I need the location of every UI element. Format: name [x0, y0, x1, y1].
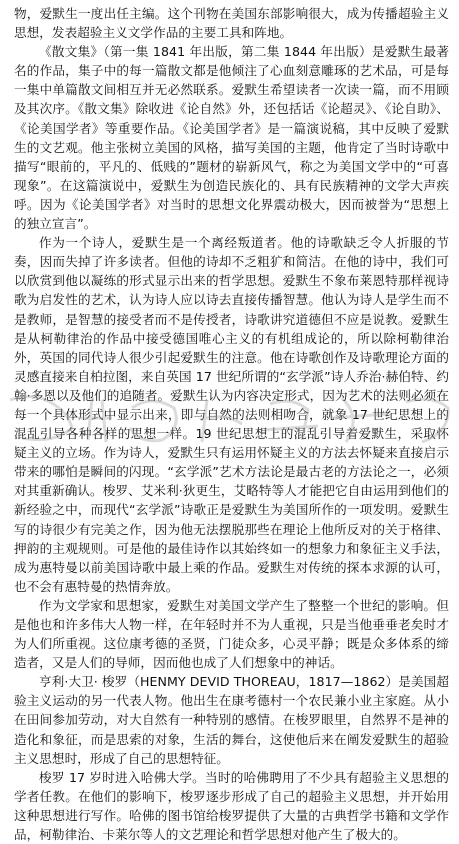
paragraph-journal: 物，爱默生一度出任主编。这个刊物在美国东部影响很大，成为传播超验主义思想，发表超验主义文学作品的主要工具和阵地。 — [14, 6, 449, 41]
paragraph-poet: 作为一个诗人，爱默生是一个离经叛道者。他的诗歌缺乏令人折服的节奏，因而失掉了许多读者。但他的诗却不乏粗犷和简洁。在他的诗中，我们可以欣赏到他以凝练的形式显示出来的哲学思想。爱默生不象布莱恩特那样视诗歌为启发性的艺术，认为诗人应以诗去直接传播智慧。他认为诗人是学生而不是教师，是智慧的接受者而不是传授者，诗歌讲究道德但不应是说教。爱默生是从柯勒律治的作品中接受德国唯心主义的有机组成论的，所以除柯勒律治外，英国的同代诗人很少引起爱默生的注意。他在诗歌创作及诗歌理论方面的灵感直接来自柏拉图，来自英国 17 世纪所谓的“玄学派”诗人乔治·赫伯特、约翰·多恩以及他们的追随者。爱默生认为内容决定形式，因为艺术的法则必须在每一个具体形式中显示出来，即与自然的法则相吻合，就象 17 世纪思想上的混乱引导各种各样的思想一样。19 世纪思想上的混乱引导着爱默生，采取怀疑主义的立场。作为诗人，爱默生只有运用怀疑主义的方法去怀疑来直接启示带来的哪怕是瞬间的闪现。“玄学派”艺术方法论是最古老的方法论之一，必须对其重新确认。梭罗、艾米利·狄更生，艾略特等人才能把它自由运用到他们的新经验之中，而现代“玄学派”诗歌正是爱默生为美国所作的一项发明。爱默生写的诗很少有完美之作，因为他无法摆脱那些在理论上他所反对的关于格律、押韵的主观规则。可是他的最佳诗作以其始终如一的想象力和象征主义手法，成为惠特曼以前美国诗歌中最上乘的作品。爱默生对传统的探本求源的认可，也不会有惠特曼的热情奔放。 — [14, 235, 449, 594]
paragraph-essays: 《散文集》（第一集 1841 年出版，第二集 1844 年出版）是爱默生最著名的作品，集子中的每一篇散文都是他倾注了心血刻意雕琢的艺术品，可是每一集中单篇散文间相互并无必然联系。爱默生希望读者一次读一篇，而不用顾及其次序。《散文集》除收进《论自然》外，还包括话《论超灵》、《论自助》、《论美国学者》等重要作品。《论美国学者》是一篇演说稿，其中反映了爱默生的文艺观。他主张树立美国的风格，描写美国的主题，他肯定了当时诗歌中描写“眼前的，平凡的、低贱的”题材的崭新风气，称之为美国文学中的“可喜现象”。在这篇演说中，爱默生为创造民族化的、具有民族精神的文学大声疾呼。因为《论美国学者》对当时的思想文化界震动极大，因而被誉为“思想上的独立宣言”。 — [14, 44, 449, 232]
paragraph-harvard: 梭罗 17 岁时进入哈佛大学。当时的哈佛聘用了不少具有超验主义思想的学者任教。在他们的影响下，梭罗逐步形成了自己的超验主义思想，并开始用这种思想进行写作。哈佛的图书馆给梭罗提供了大量的古典哲学书籍和文学作品，柯勒律治、卡莱尔等人的文艺理论和哲学思想对他产生了极大的。 — [14, 769, 449, 843]
paragraph-influence: 作为文学家和思想家，爱默生对美国文学产生了整整一个世纪的影响。但是他也和许多伟大人物一样，在年轻时并不为人重视，只是当他垂垂老矣时才为人们所重视。这位康考德的圣贤，门徒众多，心灵平静；既是众多体系的缔造者，又是人们的导师，因而他也成了人们想象中的神话。 — [14, 597, 449, 671]
paragraph-thoreau: 亨利·大卫· 梭罗（HENMY DEVID THOREAU，1817—1862）是美国超验主义运动的另一代表人物。他出生在康考德村一个农民兼小业主家庭。从小在田间参加劳动，对大自然有一种特别的感情。在梭罗眼里，自然界不是神的造化和象征，而是思索的对象，生活的舞台，这使他后来在阐发爱默生的超验主义思想时，形成了自己的思想特征。 — [14, 674, 449, 766]
